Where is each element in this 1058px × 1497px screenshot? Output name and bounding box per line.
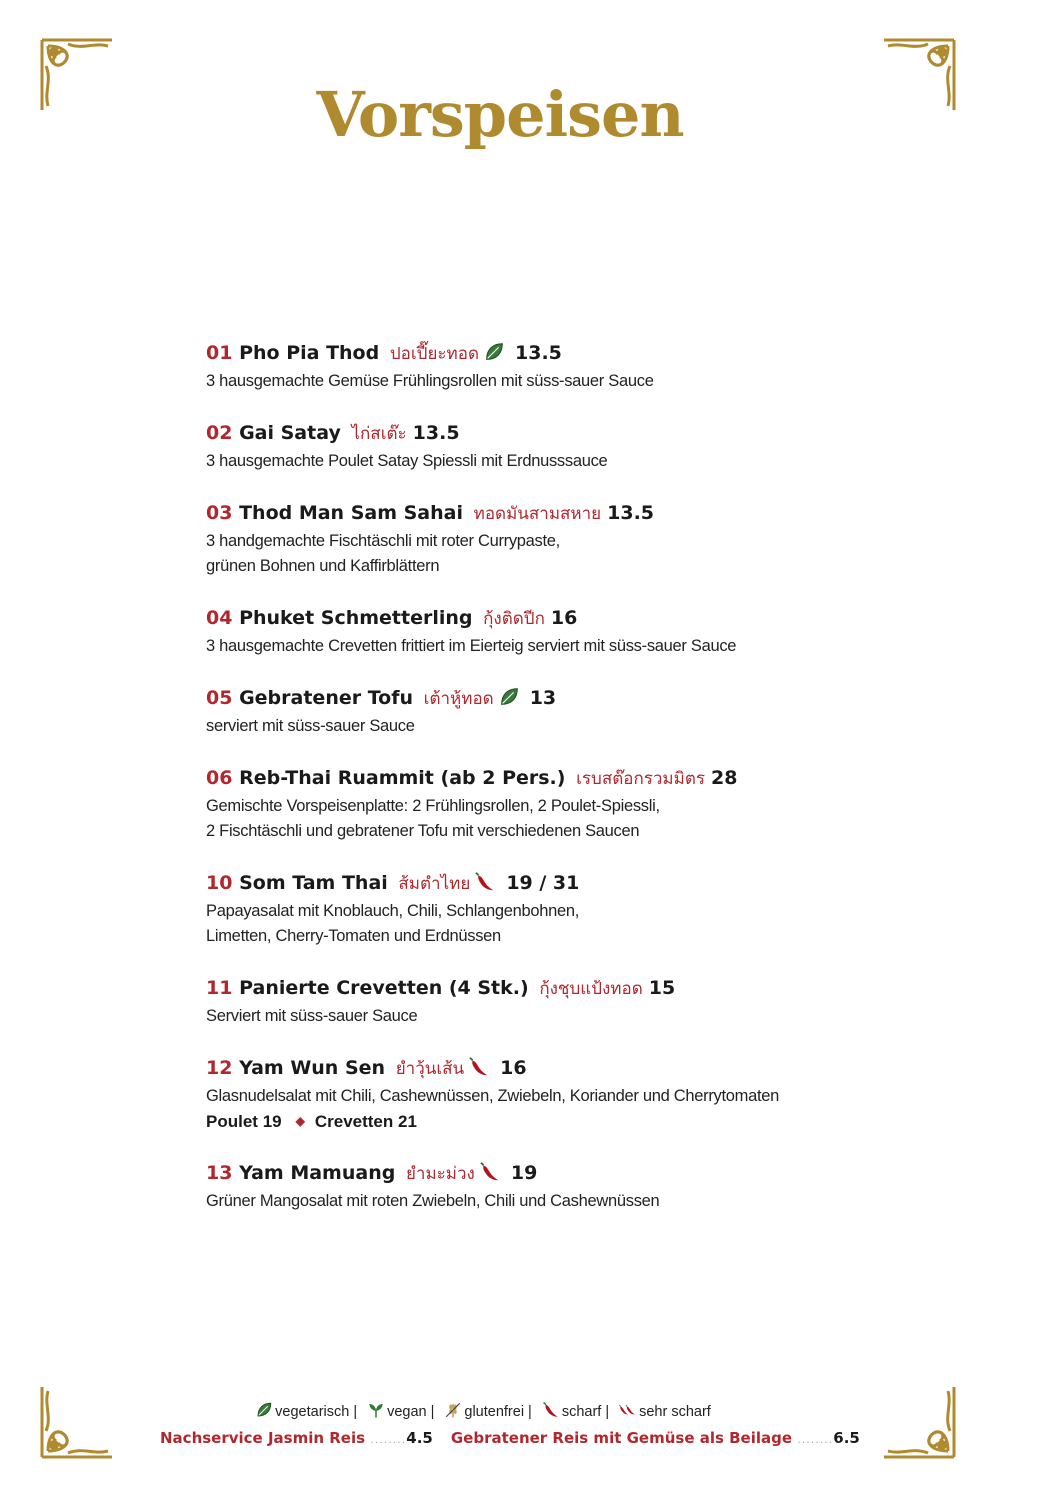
item-number: 11: [206, 977, 233, 999]
item-description: grünen Bohnen und Kaffirblättern: [206, 557, 440, 575]
menu-item-header: [206, 973, 846, 1004]
item-number: 05: [206, 687, 233, 709]
item-thai-name: ทอดมันสามสหาย: [473, 504, 602, 524]
item-description: Glasnudelsalat mit Chili, Cashewnüssen, Zwiebeln, Koriander und Cherrytomaten: [206, 1087, 780, 1105]
leaf-icon: [498, 686, 520, 708]
item-description: 3 hausgemachte Poulet Satay Spiessli mit Erdnusssauce: [206, 452, 608, 470]
diamond-separator-icon: ◆: [295, 1114, 305, 1128]
item-name: Gai Satay: [239, 422, 341, 444]
menu-item: [206, 418, 846, 474]
chili-icon: [468, 1056, 490, 1078]
menu-item-header: [206, 498, 846, 529]
menu-item: [206, 683, 846, 739]
legend-separator: |: [353, 1404, 358, 1420]
item-name: Phuket Schmetterling: [239, 607, 473, 629]
item-price: 13.5: [515, 342, 562, 364]
legend-separator: |: [605, 1404, 610, 1420]
item-thai-name: ปอเปี๊ยะทอด: [389, 344, 479, 364]
item-thai-name: กุ้งติดปีก: [483, 609, 545, 629]
legend-label: vegetarisch: [275, 1404, 350, 1420]
menu-item: [206, 498, 846, 579]
footer-item-label: Gebratener Reis mit Gemüse als Beilage: [450, 1429, 793, 1447]
item-thai-name: ส้มตำไทย: [398, 874, 471, 894]
option-label: Poulet: [206, 1112, 258, 1131]
legend-separator: |: [528, 1404, 532, 1420]
item-description: Grüner Mangosalat mit roten Zwiebeln, Chili und Cashewnüssen: [206, 1192, 660, 1210]
wheat-icon: [444, 1401, 462, 1419]
item-number: 13: [206, 1162, 233, 1184]
menu-item-header: [206, 1053, 846, 1084]
item-description: 3 handgemachte Fischtäschli mit roter Currypaste,: [206, 532, 560, 550]
item-price: 13.5: [607, 502, 655, 524]
item-description: Limetten, Cherry-Tomaten und Erdnüssen: [206, 927, 501, 945]
menu-item-header: [206, 418, 846, 449]
item-number: 03: [206, 502, 233, 524]
menu-item-header: [206, 683, 846, 714]
chili-icon: [542, 1401, 560, 1419]
footer-item-label: Nachservice Jasmin Reis: [160, 1429, 366, 1447]
item-price: 15: [648, 977, 676, 999]
item-name: Gebratener Tofu: [239, 687, 414, 709]
item-thai-name: เรบสต๊อกรวมมิตร: [576, 769, 706, 789]
leaf-icon: [255, 1401, 273, 1419]
page-title: Vorspeisen: [316, 78, 684, 151]
item-description: 3 hausgemachte Crevetten frittiert im Eierteig serviert mit süss-sauer Sauce: [206, 637, 737, 655]
item-thai-name: ยำวุ้นเส้น: [395, 1059, 465, 1079]
item-price: 13.5: [412, 422, 460, 444]
footer-item-price: 4.5: [406, 1429, 433, 1447]
item-number: 10: [206, 872, 233, 894]
item-price: 19: [510, 1162, 538, 1184]
option-label: Crevetten: [314, 1112, 394, 1131]
item-description: serviert mit süss-sauer Sauce: [206, 717, 415, 735]
item-options: [206, 1109, 846, 1134]
item-name: Thod Man Sam Sahai: [239, 502, 463, 524]
menu-item-header: [206, 603, 846, 634]
leaf-icon: [483, 341, 505, 363]
corner-ornament-bottom-left: [38, 1383, 116, 1461]
item-name: Pho Pia Thod: [239, 342, 380, 364]
menu-list: [206, 338, 846, 1238]
legend-separator: |: [430, 1404, 435, 1420]
menu-item-header: [206, 868, 846, 899]
legend-label: sehr scharf: [639, 1404, 711, 1420]
item-number: 04: [206, 607, 233, 629]
item-description: 3 hausgemachte Gemüse Frühlingsrollen mit süss-sauer Sauce: [206, 372, 654, 390]
item-description: Serviert mit süss-sauer Sauce: [206, 1007, 418, 1025]
item-name: Yam Mamuang: [239, 1162, 396, 1184]
menu-item-header: [206, 1158, 846, 1189]
item-price: 19 / 31: [506, 872, 580, 894]
option-price: 21: [398, 1112, 417, 1131]
double-chili-icon: [619, 1401, 637, 1419]
item-price: 16: [550, 607, 578, 629]
chili-icon: [474, 871, 496, 893]
menu-item: [206, 973, 846, 1029]
menu-item: [206, 603, 846, 659]
item-thai-name: ไก่สเต๊ะ: [351, 424, 407, 444]
item-number: 01: [206, 342, 233, 364]
legend-label: scharf: [561, 1404, 602, 1420]
footer-leader-dots: ........: [797, 1433, 834, 1446]
menu-item: [206, 338, 846, 394]
item-price: 28: [711, 767, 738, 789]
item-number: 02: [206, 422, 233, 444]
item-description: 2 Fischtäschli und gebratener Tofu mit verschiedenen Saucen: [206, 822, 640, 840]
item-description: Papayasalat mit Knoblauch, Chili, Schlangenbohnen,: [206, 902, 580, 920]
item-price: 16: [500, 1057, 527, 1079]
footer-sides: [160, 1429, 860, 1447]
sprout-icon: [367, 1401, 385, 1419]
corner-ornament-bottom-right: [880, 1383, 958, 1461]
chili-icon: [479, 1161, 501, 1183]
menu-item: [206, 868, 846, 949]
item-thai-name: ยำมะม่วง: [405, 1164, 475, 1184]
item-thai-name: กุ้งชุบแป้งทอด: [539, 979, 643, 999]
legend-label: vegan: [387, 1404, 427, 1420]
item-description: Gemischte Vorspeisenplatte: 2 Frühlingsrollen, 2 Poulet-Spiessli,: [206, 797, 660, 815]
legend: [0, 1401, 960, 1420]
legend-label: glutenfrei: [464, 1404, 525, 1420]
item-number: 12: [206, 1057, 233, 1079]
menu-item: [206, 1158, 846, 1214]
item-thai-name: เต้าหู้ทอด: [423, 689, 494, 709]
item-name: Panierte Crevetten (4 Stk.): [239, 977, 529, 999]
option-price: 19: [262, 1112, 282, 1131]
item-number: 06: [206, 767, 233, 789]
footer-item-price: 6.5: [833, 1429, 860, 1447]
item-name: Reb-Thai Ruammit (ab 2 Pers.): [239, 767, 566, 789]
menu-item-header: [206, 763, 846, 794]
item-name: Yam Wun Sen: [239, 1057, 386, 1079]
footer-leader-dots: ........: [370, 1433, 407, 1446]
item-name: Som Tam Thai: [239, 872, 388, 894]
menu-item: [206, 1053, 846, 1134]
menu-item: [206, 763, 846, 844]
item-price: 13: [529, 687, 557, 709]
menu-item-header: [206, 338, 846, 369]
